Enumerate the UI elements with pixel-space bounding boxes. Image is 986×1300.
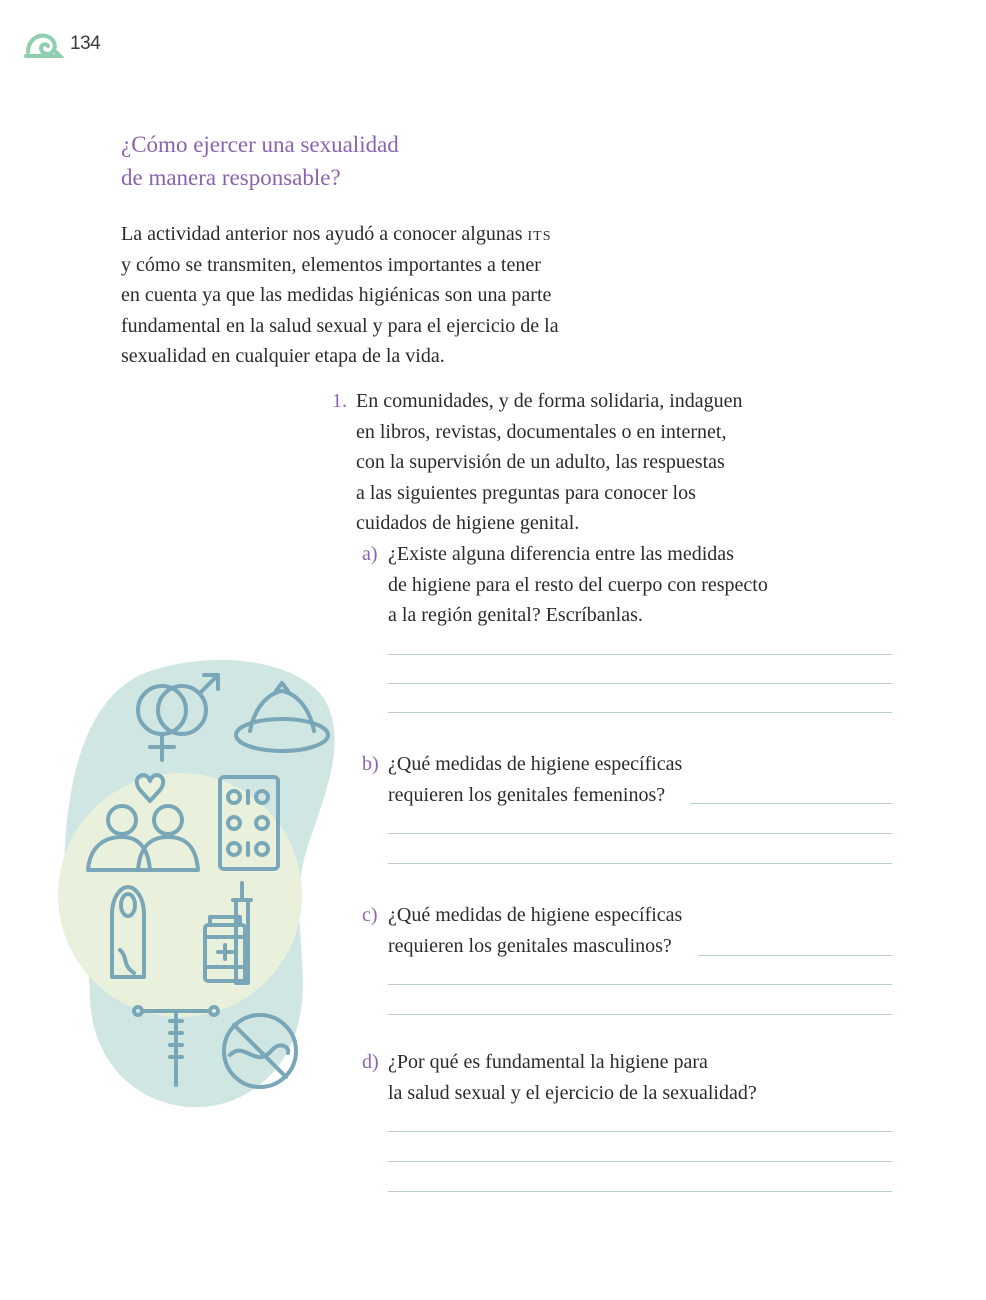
question-text bbox=[388, 749, 682, 810]
intro-paragraph bbox=[121, 219, 621, 372]
question-line: requieren los genitales masculinos? bbox=[388, 934, 672, 957]
instruction-line: a las siguientes preguntas para conocer los bbox=[356, 481, 696, 504]
answer-line-d3[interactable] bbox=[388, 1191, 892, 1192]
question-letter: a) bbox=[362, 543, 378, 565]
answer-line-a2[interactable] bbox=[388, 683, 892, 684]
answer-line-b1[interactable] bbox=[690, 803, 892, 804]
question-line: ¿Qué medidas de higiene específicas bbox=[388, 904, 683, 926]
heading-line: ¿Cómo ejercer una sexualidad bbox=[121, 132, 399, 157]
question-text bbox=[388, 900, 682, 961]
question-line: de higiene para el resto del cuerpo con respecto bbox=[388, 573, 768, 596]
question-line: a la región genital? Escríbanlas. bbox=[388, 604, 643, 626]
sexual-health-illustration bbox=[50, 655, 340, 1115]
section-heading bbox=[121, 128, 541, 194]
question-text bbox=[388, 1047, 757, 1108]
question-letter: c) bbox=[362, 904, 378, 926]
answer-line-a1[interactable] bbox=[388, 654, 892, 655]
intro-line: fundamental en la salud sexual y para el ejercicio de la bbox=[121, 314, 559, 337]
question-text bbox=[388, 539, 768, 631]
its-acronym: its bbox=[527, 223, 552, 245]
intro-line: y cómo se transmiten, elementos importantes a tener bbox=[121, 253, 541, 276]
answer-line-c3[interactable] bbox=[388, 1014, 892, 1015]
intro-line: sexualidad en cualquier etapa de la vida. bbox=[121, 345, 445, 367]
instruction-line: cuidados de higiene genital. bbox=[356, 512, 580, 534]
question-line: ¿Existe alguna diferencia entre las medidas bbox=[388, 543, 734, 565]
answer-line-b3[interactable] bbox=[388, 863, 892, 864]
heading-line: de manera responsable? bbox=[121, 165, 341, 190]
answer-line-d1[interactable] bbox=[388, 1131, 892, 1132]
answer-line-b2[interactable] bbox=[388, 833, 892, 834]
page-number: 134 bbox=[70, 33, 101, 54]
question-letter: b) bbox=[362, 753, 379, 775]
question-line: ¿Por qué es fundamental la higiene para bbox=[388, 1051, 708, 1073]
activity-instructions bbox=[356, 386, 876, 539]
answer-line-d2[interactable] bbox=[388, 1161, 892, 1162]
instruction-line: con la supervisión de un adulto, las respuestas bbox=[356, 451, 725, 473]
intro-line: La actividad anterior nos ayudó a conocer algunas its bbox=[121, 223, 552, 245]
answer-line-a3[interactable] bbox=[388, 712, 892, 713]
intro-line: en cuenta ya que las medidas higiénicas son una parte bbox=[121, 284, 552, 306]
answer-line-c2[interactable] bbox=[388, 984, 892, 985]
question-line: ¿Qué medidas de higiene específicas bbox=[388, 753, 683, 775]
instruction-line: en libros, revistas, documentales o en internet, bbox=[356, 420, 727, 443]
question-line: la salud sexual y el ejercicio de la sexualidad? bbox=[388, 1081, 757, 1104]
question-letter: d) bbox=[362, 1051, 379, 1073]
answer-line-c1[interactable] bbox=[698, 955, 892, 956]
question-line: requieren los genitales femeninos? bbox=[388, 783, 666, 806]
instruction-line: En comunidades, y de forma solidaria, indaguen bbox=[356, 390, 743, 412]
activity-number: 1. bbox=[332, 390, 347, 412]
logo-snail-icon bbox=[24, 30, 64, 60]
